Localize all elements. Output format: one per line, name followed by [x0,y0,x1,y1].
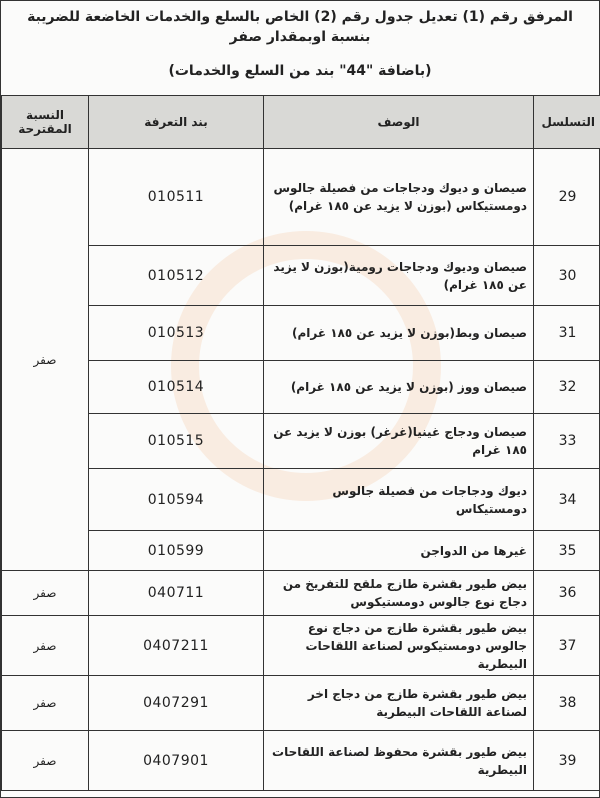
goods-table [1,95,600,791]
header-description: الوصف [264,96,534,149]
serial-cell: 32 [534,361,600,414]
serial-cell: 35 [534,531,600,571]
tariff-cell: 0407901 [89,731,264,791]
tariff-cell: 010513 [89,306,264,361]
document-subtitle: (باضافة "44" بند من السلع والخدمات) [168,63,432,79]
table-row [2,361,600,414]
serial-cell: 33 [534,414,600,469]
header-rate: النسبة المقترحة [2,96,89,149]
description-cell: صيصان ودجاج غينيا(غرغر) بوزن لا يزيد عن ١٨٥ غرام [264,414,534,469]
table-row [2,531,600,571]
serial-cell: 31 [534,306,600,361]
tariff-cell: 010511 [89,149,264,246]
table-row [2,246,600,306]
tariff-cell: 0407211 [89,616,264,676]
tariff-cell: 010514 [89,361,264,414]
header-tariff: بند التعرفة [89,96,264,149]
rate-cell-merged: صفر [2,149,89,571]
tariff-cell: 010599 [89,531,264,571]
rate-cell: صفر [2,731,89,791]
description-cell: صيصان و ديوك ودجاجات من فصيلة جالوس دومستيكاس (بوزن لا يزيد عن ١٨٥ غرام) [264,149,534,246]
table-row [2,469,600,531]
description-cell: صيصان وبط(بوزن لا يزيد عن ١٨٥ غرام) [264,306,534,361]
table-row [2,731,600,791]
table-header-row [2,96,600,149]
description-cell: بيض طيور بقشرة محفوظ لصناعة اللقاحات البيطرية [264,731,534,791]
tariff-cell: 010512 [89,246,264,306]
description-cell: غيرها من الدواجن [264,531,534,571]
serial-cell: 30 [534,246,600,306]
description-cell: بيض طيور بقشرة طازج من دجاج اخر لصناعة اللقاحات البيطرية [264,676,534,731]
table-row [2,306,600,361]
tariff-cell: 0407291 [89,676,264,731]
tariff-cell: 040711 [89,571,264,616]
serial-cell: 39 [534,731,600,791]
tariff-cell: 010594 [89,469,264,531]
description-cell: بيض طيور بقشرة طازج من دجاج نوع جالوس دومستيكوس لصناعة اللقاحات البيطرية [264,616,534,676]
serial-cell: 34 [534,469,600,531]
description-cell: صيصان وديوك ودجاجات رومية(بوزن لا يزيد عن ١٨٥ غرام) [264,246,534,306]
rate-cell: صفر [2,676,89,731]
serial-cell: 38 [534,676,600,731]
table-row [2,676,600,731]
description-cell: ديوك ودجاجات من فصيلة جالوس دومستيكاس [264,469,534,531]
table-row [2,571,600,616]
header-serial: التسلسل [534,96,600,149]
table-row [2,149,600,246]
document-title: المرفق رقم (1) تعديل جدول رقم (2) الخاص بالسلع والخدمات الخاضعة للضريبة بنسبة اوبمقدار صفر [27,9,573,45]
description-cell: بيض طيور بقشرة طازج ملقح للتفريخ من دجاج نوع جالوس دومستيكوس [264,571,534,616]
table-row [2,616,600,676]
table-row [2,414,600,469]
serial-cell: 37 [534,616,600,676]
tariff-cell: 010515 [89,414,264,469]
serial-cell: 36 [534,571,600,616]
rate-cell: صفر [2,571,89,616]
description-cell: صيصان ووز (بوزن لا يزيد عن ١٨٥ غرام) [264,361,534,414]
rate-cell: صفر [2,616,89,676]
serial-cell: 29 [534,149,600,246]
